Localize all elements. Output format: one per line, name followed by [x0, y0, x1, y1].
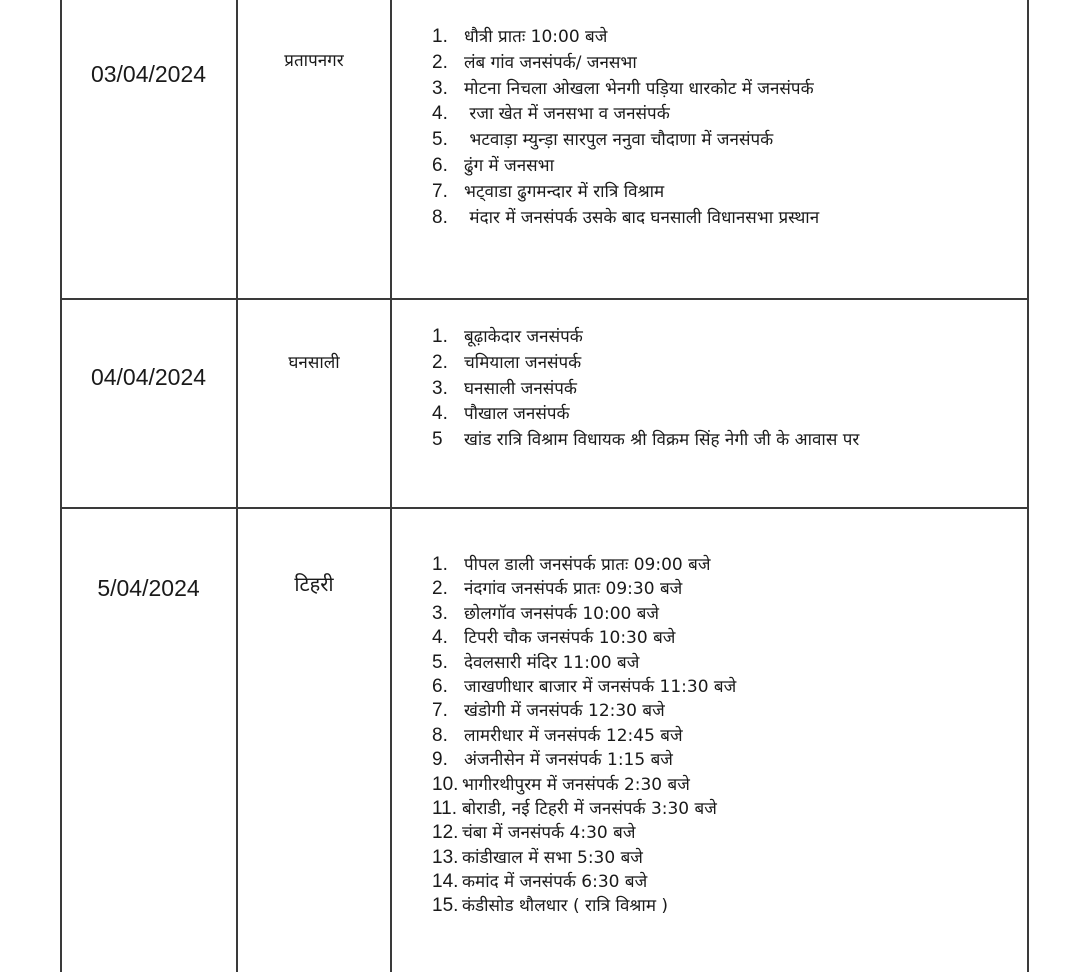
item-number: 10. — [432, 773, 459, 795]
item-number: 3. — [432, 77, 448, 99]
item-number: 7. — [432, 180, 448, 202]
item-text: रजा खेत में जनसभा व जनसंपर्क — [464, 104, 670, 125]
item-text: अंजनीसेन में जनसंपर्क 1:15 बजे — [464, 750, 673, 771]
list-item — [432, 553, 736, 577]
item-text: जाखणीधार बाजार में जनसंपर्क 11:30 बजे — [464, 676, 737, 697]
row-2-itinerary — [432, 324, 859, 453]
item-text: घनसाली जनसंपर्क — [464, 378, 577, 399]
item-text: पीपल डाली जनसंपर्क प्रातः 09:00 बजे — [464, 555, 711, 575]
item-text: नंदगांव जनसंपर्क प्रातः 09:30 बजे — [464, 579, 683, 600]
item-text: मंदार में जनसंपर्क उसके बाद घनसाली विधानसभा प्रस्थान — [464, 207, 820, 228]
list-item — [432, 50, 819, 76]
list-item — [432, 773, 736, 797]
item-number: 5. — [432, 651, 448, 673]
item-text: भागीरथीपुरम में जनसंपर्क 2:30 बजे — [462, 774, 690, 795]
list-item — [432, 153, 819, 179]
list-item — [432, 401, 859, 427]
list-item — [432, 821, 736, 845]
list-item — [432, 675, 736, 699]
item-number: 8. — [432, 206, 448, 228]
item-text: कंडीसोड थौलधार ( रात्रि विश्राम ) — [462, 896, 669, 917]
list-item — [432, 699, 736, 723]
item-text: धौत्री प्रातः 10:00 बजे — [464, 27, 608, 47]
list-item — [432, 324, 859, 350]
list-item — [432, 76, 819, 102]
item-number: 3. — [432, 377, 448, 399]
item-text: बूढ़ाकेदार जनसंपर्क — [464, 327, 583, 347]
item-text: टिपरी चौक जनसंपर्क 10:30 बजे — [464, 628, 676, 649]
list-item — [432, 205, 819, 231]
item-text: छोलगॉव जनसंपर्क 10:00 बजे — [464, 603, 660, 624]
item-number: 2. — [432, 51, 448, 73]
item-number: 1. — [432, 326, 448, 347]
item-number: 3. — [432, 602, 448, 624]
item-number: 2. — [432, 351, 448, 373]
list-item — [432, 748, 736, 772]
list-item — [432, 602, 736, 626]
list-item — [432, 846, 736, 870]
item-text: पौखाल जनसंपर्क — [464, 404, 570, 425]
item-number: 2. — [432, 578, 448, 600]
item-text: भटवाड़ा म्युन्ड़ा सारपुल ननुवा चौदाणा में जनसंपर्क — [464, 130, 774, 151]
row-2-date: 04/04/2024 — [90, 364, 207, 390]
item-text: देवलसारी मंदिर 11:00 बजे — [464, 652, 640, 673]
item-number: 7. — [432, 700, 448, 722]
item-number: 4. — [432, 627, 448, 649]
list-item — [432, 894, 736, 918]
row-3-itinerary — [432, 553, 736, 919]
item-number: 1. — [432, 554, 448, 575]
list-item — [432, 626, 736, 650]
item-number: 4. — [432, 403, 448, 425]
item-text: भट्वाडा ढुगमन्दार में रात्रि विश्राम — [464, 181, 665, 202]
item-number: 13. — [432, 846, 459, 868]
list-item — [432, 376, 859, 402]
row-1-place: प्रतापनगर — [284, 51, 344, 71]
list-item — [432, 870, 736, 894]
item-number: 1. — [432, 26, 448, 47]
item-text: खंडोगी में जनसंपर्क 12:30 बजे — [464, 701, 665, 722]
item-number: 5. — [432, 129, 448, 151]
list-item — [432, 127, 819, 153]
column-divider-place — [390, 0, 392, 972]
item-text: कांडीखाल में सभा 5:30 बजे — [462, 847, 643, 868]
list-item — [432, 179, 819, 205]
row-divider-2 — [61, 507, 1029, 509]
item-number: 12. — [432, 822, 459, 844]
column-divider-date — [236, 0, 238, 972]
item-number: 14. — [432, 871, 459, 893]
item-text: लामरीधार में जनसंपर्क 12:45 बजे — [464, 725, 683, 746]
list-item — [432, 724, 736, 748]
item-number: 15. — [432, 895, 459, 917]
item-text: बोराडी, नई टिहरी में जनसंपर्क 3:30 बजे — [462, 798, 717, 819]
list-item — [432, 24, 819, 50]
row-divider-1 — [61, 298, 1029, 300]
item-text: खांड रात्रि विश्राम विधायक श्री विक्रम सिंह नेगी जी के आवास पर — [464, 430, 860, 451]
row-3-date: 5/04/2024 — [97, 575, 200, 601]
list-item — [432, 651, 736, 675]
item-number: 11. — [432, 797, 458, 819]
item-number: 6. — [432, 675, 448, 697]
item-number: 4. — [432, 103, 448, 125]
row-1-date: 03/04/2024 — [90, 61, 207, 87]
row-3-place: टिहरी — [294, 572, 334, 596]
item-number: 5 — [432, 429, 443, 451]
list-item — [432, 350, 859, 376]
item-number: 6. — [432, 154, 448, 176]
row-1-itinerary — [432, 24, 819, 230]
list-item — [432, 797, 736, 821]
item-text: चंबा में जनसंपर्क 4:30 बजे — [462, 823, 636, 844]
list-item — [432, 101, 819, 127]
item-text: कमांद में जनसंपर्क 6:30 बजे — [462, 872, 648, 893]
table-border-left — [60, 0, 62, 972]
table-border-right — [1027, 0, 1029, 972]
list-item — [432, 577, 736, 601]
item-number: 8. — [432, 724, 448, 746]
item-text: ढुंग में जनसभा — [464, 155, 555, 176]
list-item — [432, 427, 859, 453]
item-number: 9. — [432, 749, 448, 771]
item-text: मोटना निचला ओखला भेनगी पड़िया धारकोट में जनसंपर्क — [464, 78, 814, 99]
row-2-place: घनसाली — [288, 353, 340, 373]
item-text: चमियाला जनसंपर्क — [464, 352, 582, 373]
item-text: लंब गांव जनसंपर्क/ जनसभा — [464, 52, 637, 73]
